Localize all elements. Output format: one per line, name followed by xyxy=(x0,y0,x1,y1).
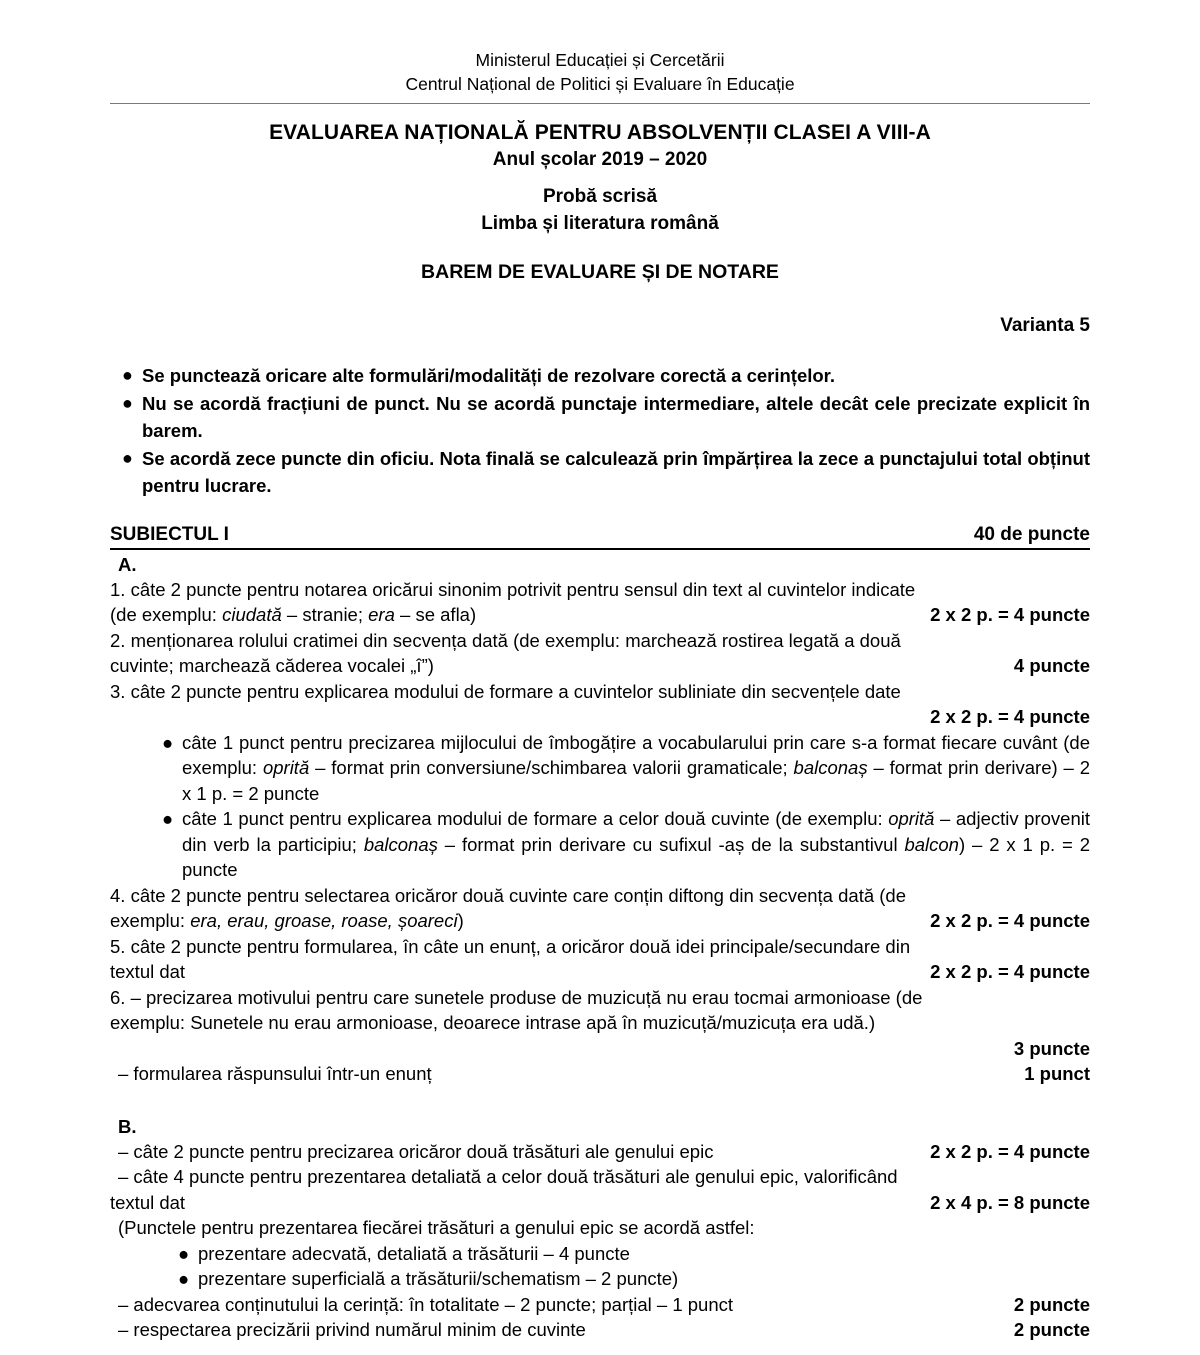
sub-bullet-item xyxy=(110,1266,1090,1292)
answer-item-6-points-2: 1 punct xyxy=(1024,1063,1090,1084)
answer-item-6-line3 xyxy=(110,1061,1090,1087)
note-text: Se punctează oricare alte formulări/modalități de rezolvare corectă a cerințelor. xyxy=(142,365,835,386)
answer-item-4-points: 2 x 2 p. = 4 puncte xyxy=(930,910,1090,931)
barem-title: BAREM DE EVALUARE ȘI DE NOTARE xyxy=(421,261,779,283)
bullet-icon: ● xyxy=(162,808,174,829)
b-item-1-text: – câte 2 puncte pentru precizarea oricăror două trăsături ale genului epic xyxy=(118,1140,714,1162)
note-item xyxy=(110,390,1090,445)
b-item-3-text: – adecvarea conținutului la cerință: în totalitate – 2 puncte; parțial – 1 punct xyxy=(118,1293,734,1315)
subject-body xyxy=(110,552,1090,1343)
b-paren-note: (Punctele pentru prezentarea fiecărei trăsături a genului epic se acordă astfel: xyxy=(118,1217,755,1238)
title-block xyxy=(110,119,1090,286)
subject-points: 40 de puncte xyxy=(973,523,1090,545)
note-item xyxy=(110,362,1090,390)
answer-item-4-example: exemplu: era, erau, groase, roase, șoareci) xyxy=(110,910,464,931)
sub-bullet-item: ● câte 1 punct pentru explicarea modului de formare a celor două cuvinte (de exemplu: oprită – adjectiv provenit din verb la participiu; balconaș – format prin derivare cu sufixul -aș de la substantivul balcon) – 2 x 1 p. = 2 puncte xyxy=(162,808,1091,880)
answer-item-5-text: textul dat xyxy=(110,961,186,982)
exam-title: EVALUAREA NAȚIONALĂ PENTRU ABSOLVENȚII CLASEI A VIII-A xyxy=(269,121,931,144)
bullet-icon: ● xyxy=(162,731,174,753)
sub-bullet-item xyxy=(110,1241,1090,1267)
b-item-1-points: 2 x 2 p. = 4 puncte xyxy=(930,1140,1090,1162)
section-spacer xyxy=(110,1087,1090,1112)
ministry-header xyxy=(110,0,1090,96)
b-bullet-text: prezentare adecvată, detaliată a trăsăturii – 4 puncte xyxy=(198,1242,630,1264)
variant-label: Varianta 5 xyxy=(1000,315,1090,336)
sub-bullet-item: ● câte 1 punct pentru precizarea mijlocului de îmbogățire a vocabularului prin care s-a format fiecare cuvânt (de exemplu: oprită – format prin conversiune/schimbarea valorii gramaticale; balconaș – format prin derivare) – 2 x 1 p. = 2 puncte xyxy=(162,731,1090,804)
answer-item-1-line1: 1. câte 2 puncte pentru notarea oricărui sinonim potrivit pentru sensul din text al cuvintelor indicate xyxy=(110,578,916,600)
note-text: Nu se acordă fracțiuni de punct. Nu se acordă punctaje intermediare, altele decât cele precizate explicit în barem. xyxy=(142,392,1090,441)
subject-label: SUBIECTUL I xyxy=(110,523,229,545)
answer-item-2-text: cuvinte; marchează căderea vocalei „î”) xyxy=(110,655,434,676)
answer-item-4-line1: 4. câte 2 puncte pentru selectarea oricăror două cuvinte care conțin diftong din secvența dată (de xyxy=(110,884,906,906)
answer-item-6-line1: 6. – precizarea motivului pentru care sunetele produse de muzicuță nu erau tocmai armonioase (de xyxy=(110,986,923,1008)
answer-item-3-points: 2 x 2 p. = 4 puncte xyxy=(930,706,1090,727)
answer-item-1-line2 xyxy=(110,602,1090,628)
bullet-icon: ● xyxy=(178,1242,190,1264)
note-text: Se acordă zece puncte din oficiu. Nota finală se calculează prin împărțirea la zece a punctajului total obținut pentru lucrare. xyxy=(142,447,1090,496)
b-bullet-text: prezentare superficială a trăsăturii/schematism – 2 puncte) xyxy=(198,1268,679,1289)
b-item-4-points: 2 puncte xyxy=(1013,1319,1090,1340)
section-a-letter: A. xyxy=(118,553,137,575)
answer-item-6-line2: exemplu: Sunetele nu erau armonioase, deoarece intrase apă în muzicuță/muzicuța era udă.) xyxy=(110,1012,876,1033)
b-item-2-points: 2 x 4 p. = 8 puncte xyxy=(930,1191,1090,1213)
exam-type: Probă scrisă xyxy=(542,186,658,207)
ministry-line-1: Ministerul Educației și Cercetării xyxy=(475,50,725,70)
document-content xyxy=(110,0,1090,1343)
answer-item-3-bullets xyxy=(110,730,1090,883)
ministry-line-2: Centrul Național de Politici și Evaluare în Educație xyxy=(405,74,795,94)
answer-item-4-line2 xyxy=(110,908,1090,934)
b-item-3-points: 2 puncte xyxy=(1013,1293,1090,1315)
general-notes xyxy=(110,362,1090,500)
section-b-letter: B. xyxy=(118,1115,137,1137)
bullet-icon: ● xyxy=(122,392,133,413)
answer-item-1-example: (de exemplu: ciudată – stranie; era – se afla) xyxy=(110,604,477,625)
b-item-4 xyxy=(110,1317,1090,1343)
b-item-3 xyxy=(110,1292,1090,1318)
school-year: Anul școlar 2019 – 2020 xyxy=(492,149,708,170)
answer-item-2-line2 xyxy=(110,653,1090,679)
b-item-1 xyxy=(110,1139,1090,1165)
exam-subject: Limba și literatura română xyxy=(481,213,719,234)
b-item-2-text: textul dat xyxy=(110,1191,186,1213)
answer-item-2-line1: 2. menționarea rolului cratimei din secvența dată (de exemplu: marchează rostirea legată a două xyxy=(110,629,901,651)
bullet-icon: ● xyxy=(122,447,133,468)
answer-item-5-points: 2 x 2 p. = 4 puncte xyxy=(930,961,1090,982)
bullet-icon: ● xyxy=(122,365,133,385)
header-divider xyxy=(110,103,1090,104)
answer-item-6-subtext: – formularea răspunsului într-un enunț xyxy=(118,1063,432,1084)
answer-item-5-line1: 5. câte 2 puncte pentru formularea, în câte un enunț, a oricăror două idei principale/secundare din xyxy=(110,935,911,957)
note-item xyxy=(110,445,1090,500)
b-bullets xyxy=(110,1241,1090,1292)
answer-item-3-line1: 3. câte 2 puncte pentru explicarea modului de formare a cuvintelor subliniate din secvențele date xyxy=(110,680,901,702)
subject-header xyxy=(110,523,1090,550)
answer-item-2-points: 4 puncte xyxy=(1013,655,1090,676)
bullet-icon: ● xyxy=(178,1268,190,1289)
answer-item-1-points: 2 x 2 p. = 4 puncte xyxy=(930,604,1090,625)
b-item-4-text: – respectarea precizării privind numărul minim de cuvinte xyxy=(118,1319,586,1340)
b-item-2-line1: – câte 4 puncte pentru prezentarea detaliată a celor două trăsături ale genului epic, valorificând xyxy=(118,1166,898,1187)
answer-item-5-line2 xyxy=(110,959,1090,985)
answer-item-6-points-1: 3 puncte xyxy=(1013,1037,1090,1059)
b-item-2-line2 xyxy=(110,1190,1090,1216)
